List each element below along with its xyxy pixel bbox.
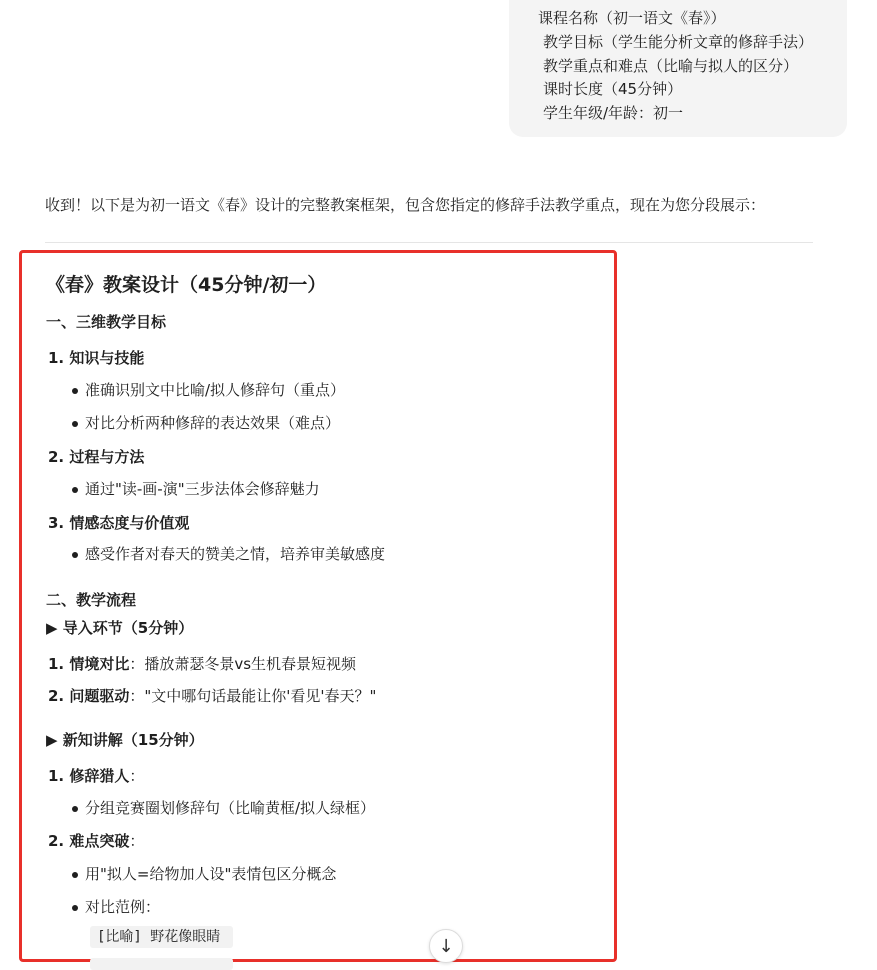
item-text: ：播放萧瑟冬景vs生机春景短视频 [129,655,357,673]
item-label: 3. 情感态度与价值观 [48,514,190,532]
user-message-line: 教学目标（学生能分析文章的修辞手法） [543,33,814,51]
scroll-down-button[interactable] [429,929,463,963]
bullet-text: 用"拟人=给物加人设"表情包区分概念 [85,865,337,883]
section-heading: 二、教学流程 [46,591,137,609]
item-text: ： [129,767,145,785]
lesson-plan-title: 《春》教案设计（45分钟/初一） [46,274,327,296]
bullet-text: 对比范例： [85,898,161,916]
section-heading: 一、三维教学目标 [46,313,167,331]
bullet-text: 对比分析两种修辞的表达效果（难点） [85,414,341,432]
user-message-line: 课程名称（初一语文《春》） [538,9,726,27]
flow-item [48,685,376,707]
bullet-text: 分组竞赛圈划修辞句（比喻黄框/拟人绿框） [85,799,376,817]
subsection-heading: ▶ 导入环节（5分钟） [46,619,194,637]
item-text: ："文中哪句话最能让你'看见'春天？" [129,687,377,705]
bullet-dot [72,552,78,558]
flow-item [48,830,144,852]
code-example-cut [90,958,233,970]
bullet-dot [72,905,78,911]
bullet-text: 准确识别文中比喻/拟人修辞句（重点） [85,381,346,399]
item-text: ： [129,832,145,850]
bullet-text: 通过"读-画-演"三步法体会修辞魅力 [85,480,320,498]
item-label: 1. 知识与技能 [48,349,145,367]
item-label: 2. 难点突破 [48,832,130,850]
bullet-dot [72,806,78,812]
user-message-line: 教学重点和难点（比喻与拟人的区分） [543,57,799,75]
user-message-line: 学生年级/年龄：初一 [543,104,684,122]
code-example: [比喻] 野花像眼睛 [90,926,233,948]
item-label: 1. 修辞猎人 [48,767,130,785]
bullet-text: 感受作者对春天的赞美之情，培养审美敏感度 [85,545,386,563]
assistant-intro: 收到！以下是为初一语文《春》设计的完整教案框架，包含您指定的修辞手法教学重点，现在为您分段展示： [45,196,766,214]
user-message-line: 课时长度（45分钟） [543,80,683,98]
item-label: 2. 过程与方法 [48,448,145,466]
user-message-bubble [509,0,847,137]
bullet-dot [72,872,78,878]
bullet-dot [72,421,78,427]
bullet-dot [72,487,78,493]
flow-item [48,653,356,675]
item-label: 1. 情境对比 [48,655,130,673]
bullet-dot [72,388,78,394]
subsection-heading: ▶ 新知讲解（15分钟） [46,731,204,749]
item-label: 2. 问题驱动 [48,687,130,705]
flow-item [48,765,144,787]
arrow-down-icon: ↓ [438,935,454,957]
divider [45,242,813,243]
